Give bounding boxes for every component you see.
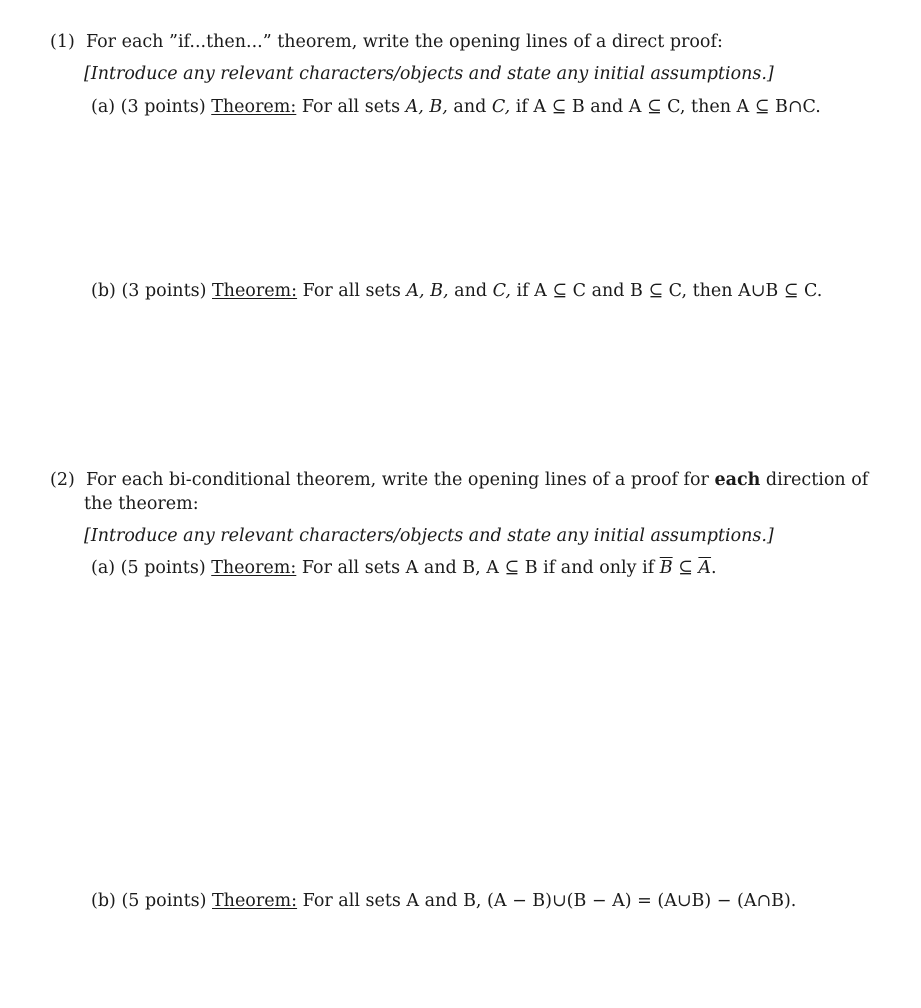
q1-heading	[50, 31, 723, 53]
q1b-label: (b)	[91, 281, 116, 301]
q1a-points: (3 points)	[120, 97, 206, 117]
q2a-statement	[91, 557, 717, 579]
q1a-text-and: and	[447, 97, 492, 117]
q2a-text: For all sets A and B, A ⊆ B if and only if	[301, 558, 660, 578]
q2a-points: (5 points)	[120, 558, 206, 578]
q1b-points: (3 points)	[121, 281, 207, 301]
q2-heading	[50, 469, 868, 491]
q2a-subset: ⊆	[672, 558, 699, 578]
q1b-statement	[91, 280, 822, 302]
q1b-vars: A, B,	[406, 281, 449, 301]
q2-prompt-post: direction of	[760, 470, 869, 490]
q2b-theorem-label: Theorem:	[212, 891, 298, 911]
q2-instruction: [Introduce any relevant characters/objects and state any initial assumptions.]	[84, 526, 774, 546]
q2a-a-complement: $\overline{A}$	[698, 558, 712, 578]
q1a-label: (a)	[91, 97, 116, 117]
q1-instruction: [Introduce any relevant characters/objects and state any initial assumptions.]	[84, 64, 774, 84]
q1b-cond: if A ⊆ C and B ⊆ C, then A∪B ⊆ C.	[510, 281, 823, 301]
q2b-statement	[91, 890, 796, 912]
q2-prompt-bold: each	[714, 470, 761, 490]
q1-prompt: For each ”if...then...” theorem, write the opening lines of a direct proof:	[85, 32, 723, 52]
q2a-theorem-label: Theorem:	[211, 558, 297, 578]
q1-number: (1)	[50, 32, 75, 52]
q1a-statement	[91, 96, 821, 118]
q2b-text: For all sets A and B, (A − B)∪(B − A) = (A∪B) − (A∩B).	[302, 891, 797, 911]
q1b-var-c: C,	[492, 281, 511, 301]
q1a-theorem-label: Theorem:	[211, 97, 297, 117]
q1a-text-pre: For all sets	[301, 97, 406, 117]
q2b-points: (5 points)	[121, 891, 207, 911]
q2a-end: .	[711, 558, 717, 578]
q1a-cond: if A ⊆ B and A ⊆ C, then A ⊆ B∩C.	[510, 97, 821, 117]
q1a-vars: A, B,	[405, 97, 448, 117]
q1b-theorem-label: Theorem:	[212, 281, 298, 301]
q2b-label: (b)	[91, 891, 116, 911]
q1a-var-c: C,	[491, 97, 511, 117]
q2-number: (2)	[50, 470, 75, 490]
q2a-label: (a)	[91, 558, 116, 578]
q2a-b-complement: $\overline{B}$	[659, 558, 673, 578]
q1b-text-pre: For all sets	[302, 281, 407, 301]
q2-prompt-line2: the theorem:	[84, 494, 199, 514]
q2-prompt-pre: For each bi-conditional theorem, write the opening lines of a proof for	[85, 470, 715, 490]
q1b-text-and: and	[448, 281, 493, 301]
